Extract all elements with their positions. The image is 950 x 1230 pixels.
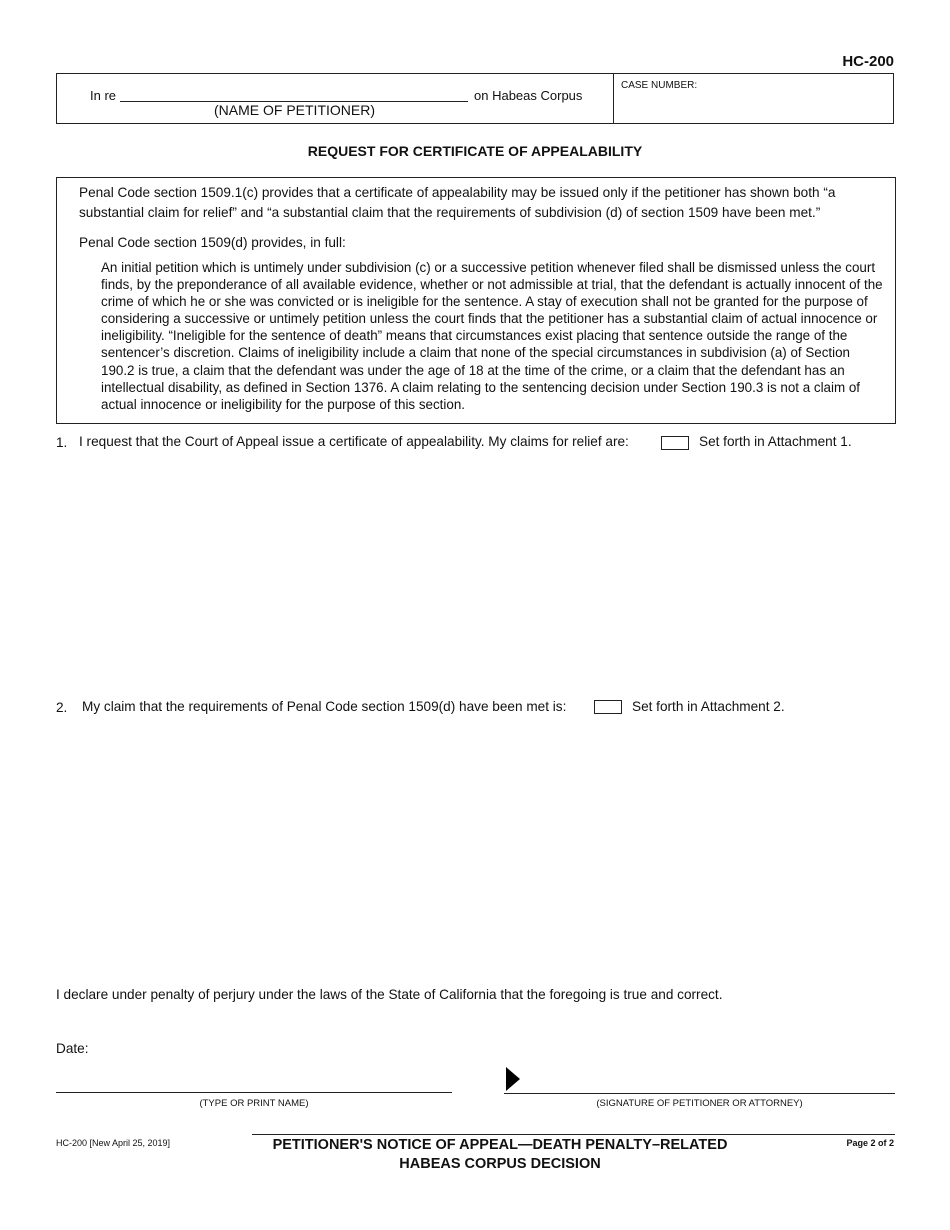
petitioner-name-label: (NAME OF PETITIONER) — [214, 102, 375, 118]
case-number-label: CASE NUMBER: — [621, 80, 698, 91]
section-1509d-claim-field[interactable] — [79, 724, 895, 974]
statute-paragraph-2: Penal Code section 1509(d) provides, in full: — [79, 235, 346, 250]
item-2-text: My claim that the requirements of Penal Code section 1509(d) have been met is: — [82, 699, 567, 714]
item-2-number: 2. — [56, 700, 68, 715]
item-1-text: I request that the Court of Appeal issue a certificate of appealability. My claims for relief are: — [79, 434, 629, 449]
print-name-line[interactable] — [56, 1092, 452, 1093]
footer-rule — [252, 1134, 895, 1135]
print-name-label: (TYPE OR PRINT NAME) — [199, 1098, 309, 1109]
declaration-text: I declare under penalty of perjury under the laws of the State of California that the foregoing is true and correct. — [56, 987, 723, 1002]
caption-divider — [613, 73, 614, 124]
attachment-1-checkbox[interactable] — [661, 436, 689, 450]
statute-paragraph-1: Penal Code section 1509.1(c) provides that a certificate of appealability may be issued only if the petitioner has shown both “a substantial claim for relief” and “a substantial claim that the requirements of subdivision (d) of section 1509 have been met.” — [79, 185, 836, 220]
on-habeas-label: on Habeas Corpus — [474, 88, 583, 103]
statute-quote: An initial petition which is untimely under subdivision (c) or a successive petition whenever filed shall be dismissed unless the court finds, by the preponderance of all available evidence, whether or not admissible at trial, that the defendant is actually innocent of the crime of which he or she was convicted or is ineligible for the sentence. A stay of execution shall not be granted for the purpose of considering a successive or untimely petition unless the court finds that the petitioner has a substantial claim of actual innocence or ineligibility. “Ineligible for the sentence of death” means that circumstances exist placing that sentence outside the range of the sentencer’s discretion. Claims of ineligibility include a claim that none of the special circumstances in subdivision (a) of Section 190.2 is true, a claim that the defendant was under the age of 18 at the time of the crime, or a claim that the defendant has an intellectual disability, as defined in Section 1376. A claim relating to the sentencing decision under Section 190.3 is not a claim of actual innocence or ineligibility for the purpose of this section. — [101, 260, 883, 412]
item-1-number: 1. — [56, 435, 68, 450]
date-label: Date: — [56, 1041, 89, 1056]
date-field[interactable] — [96, 1038, 296, 1058]
footer-title — [240, 1136, 760, 1174]
footer-title-line-1: PETITIONER'S NOTICE OF APPEAL—DEATH PENALTY–RELATED — [272, 1137, 728, 1153]
attachment-2-label: Set forth in Attachment 2. — [632, 699, 785, 714]
signature-line[interactable] — [504, 1093, 895, 1094]
in-re-label: In re — [90, 88, 117, 103]
case-number-field[interactable] — [616, 94, 888, 120]
footer-title-line-2: HABEAS CORPUS DECISION — [399, 1156, 601, 1172]
page-number: Page 2 of 2 — [846, 1138, 894, 1148]
form-title: REQUEST FOR CERTIFICATE OF APPEALABILITY — [307, 143, 643, 159]
signature-label: (SIGNATURE OF PETITIONER OR ATTORNEY) — [596, 1098, 803, 1109]
signature-arrow-icon — [506, 1067, 520, 1091]
form-code: HC-200 — [842, 53, 894, 70]
claims-for-relief-field[interactable] — [79, 458, 895, 688]
footer-form-id: HC-200 [New April 25, 2019] — [56, 1138, 171, 1148]
attachment-1-label: Set forth in Attachment 1. — [699, 434, 852, 449]
attachment-2-checkbox[interactable] — [594, 700, 622, 714]
